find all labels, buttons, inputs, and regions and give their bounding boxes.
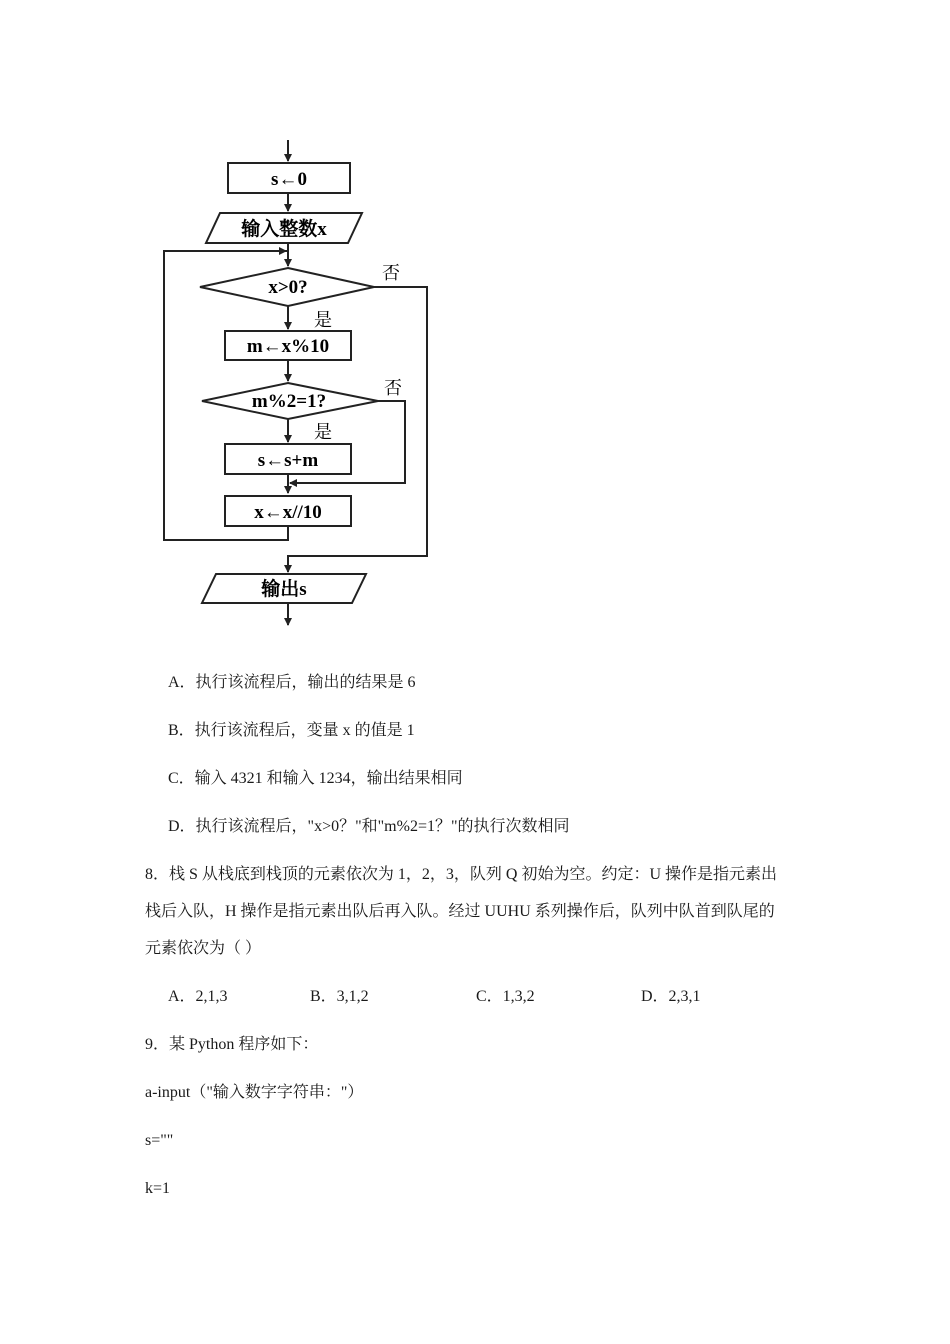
q7-option-d: D．执行该流程后，"x>0？"和"m%2=1？"的执行次数相同 <box>168 818 570 835</box>
q9-code-line-3: k=1 <box>145 1180 171 1197</box>
yes-label-2: 是 <box>314 422 332 443</box>
div-step: x←x//10 <box>254 502 322 523</box>
q7-option-a: A．执行该流程后，输出的结果是 6 <box>168 674 416 691</box>
q9-code-line-2: s="" <box>145 1132 174 1149</box>
q7-option-b: B．执行该流程后，变量 x 的值是 1 <box>168 722 415 739</box>
output-step: 输出s <box>261 579 307 600</box>
q8-stem-line-3: 元素依次为（ ） <box>145 940 262 957</box>
condition-m-odd: m%2=1? <box>251 391 327 412</box>
q8-stem-line-1: 8．栈 S 从栈底到栈顶的元素依次为 1，2，3，队列 Q 初始为空。约定：U 操作是指元素出 <box>145 866 778 883</box>
init-step: s←0 <box>271 169 307 190</box>
q7-option-c: C．输入 4321 和输入 1234，输出结果相同 <box>168 770 463 787</box>
mod-step: m←x%10 <box>246 336 330 357</box>
condition-x-positive: x>0? <box>268 277 308 298</box>
q9-code-line-1: a-input（"输入数字字符串："） <box>145 1084 364 1101</box>
q8-option-d: D．2,3,1 <box>641 988 701 1005</box>
no-label-2: 否 <box>384 378 402 399</box>
q8-option-a: A．2,1,3 <box>168 988 228 1005</box>
q8-option-c: C．1,3,2 <box>476 988 535 1005</box>
q9-intro: 9．某 Python 程序如下： <box>145 1036 319 1053</box>
yes-label-1: 是 <box>314 310 332 331</box>
q8-stem-line-2: 栈后入队，H 操作是指元素出队后再入队。经过 UUHU 系列操作后，队列中队首到队尾的 <box>145 903 775 920</box>
sum-step: s←s+m <box>257 450 319 471</box>
flowchart <box>150 130 450 630</box>
q8-option-b: B．3,1,2 <box>310 988 369 1005</box>
input-step: 输入整数x <box>241 219 327 240</box>
no-label-1: 否 <box>382 263 400 284</box>
